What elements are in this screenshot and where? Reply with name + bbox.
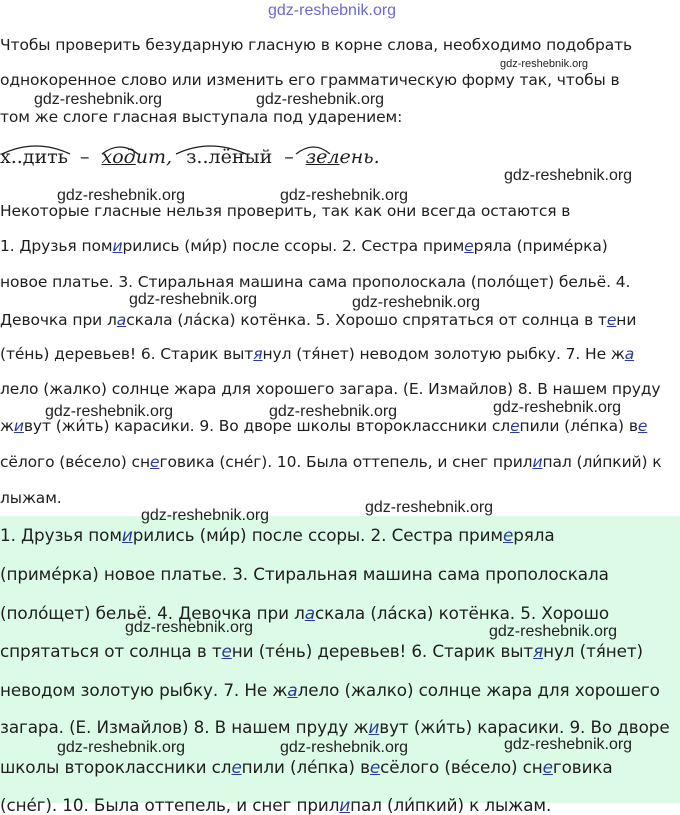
- vowel-highlight: е: [542, 757, 553, 777]
- task-line: [0, 237, 608, 255]
- text-segment: (поло́щет) бельё. 4. Девочка при л: [0, 603, 305, 623]
- text-segment: пили (ле́пка) в: [519, 417, 638, 435]
- watermark: gdz-reshebnik.org: [256, 91, 385, 108]
- text-segment: скала (поло́щет) бельё. 4.: [419, 273, 631, 291]
- watermark: gdz-reshebnik.org: [45, 403, 174, 420]
- watermark: gdz-reshebnik.org: [500, 58, 589, 70]
- text-segment: (те́нь) деревьев! 6. Старик выт: [0, 345, 254, 363]
- answer-line: [0, 757, 613, 777]
- watermark: gdz-reshebnik.org: [280, 739, 409, 756]
- text-segment: сёлого (ве́село) сн: [0, 453, 150, 471]
- text-segment: нул (тя́нет): [543, 641, 644, 661]
- vowel-highlight: а: [287, 680, 298, 700]
- text-segment: скала (ла́ска) котёнка. 5. Хорошо спрятаться от солнца в т: [126, 311, 607, 329]
- example-word-2-ending: ит,: [135, 146, 173, 168]
- vowel-highlight: и: [368, 717, 380, 737]
- task-line: [0, 489, 62, 507]
- text-segment: лыжам.: [0, 489, 62, 507]
- watermark: gdz-reshebnik.org: [57, 739, 186, 756]
- example-word-4-ending: ень.: [339, 146, 380, 168]
- vowel-highlight: е: [510, 417, 520, 435]
- task-line: [0, 311, 636, 329]
- text-segment: (сне́г). 10. Была оттепель, и снег прил: [0, 795, 340, 815]
- watermark: gdz-reshebnik.org: [57, 187, 186, 204]
- vowel-highlight: и: [112, 237, 123, 255]
- example-word-2-root: ход: [101, 146, 136, 168]
- text-segment: загара. (Е. Измайлов) 8. В нашем пруду ж: [0, 717, 369, 737]
- vowel-highlight: и: [532, 453, 543, 471]
- text-segment: новое платье. 3. Стиральная машина сама прополо: [0, 273, 420, 291]
- watermark: gdz-reshebnik.org: [365, 499, 494, 516]
- vowel-highlight: я: [533, 641, 544, 661]
- text-segment: вут (жи́ть) карасики. 9. Во дворе школы второклассники сл: [23, 417, 511, 435]
- rule-line-1: Чтобы проверить безударную гласную в корне слова, необходимо подобрать: [0, 36, 633, 54]
- text-segment: лело (жалко) солнце жара для хорошего загара. (Е. Измайлов) 8. В нашем пруду: [0, 380, 661, 398]
- answer-line: [0, 795, 551, 815]
- task-line: [0, 380, 660, 398]
- task-line: [0, 453, 662, 471]
- text-segment: Девочка при л: [0, 311, 117, 329]
- answer-line: [0, 603, 609, 623]
- text-segment: вут (жи́ть) карасики. 9. Во дворе: [379, 717, 670, 737]
- watermark: gdz-reshebnik.org: [504, 167, 633, 184]
- text-segment: ни: [616, 311, 637, 329]
- text-segment: скала (ла́ска) котёнка. 5. Хорошо: [314, 603, 610, 623]
- watermark: gdz-reshebnik.org: [280, 187, 409, 204]
- vowel-highlight: и: [121, 525, 133, 545]
- watermark: gdz-reshebnik.org: [493, 399, 622, 416]
- vowel-highlight: е: [231, 757, 242, 777]
- vowel-highlight: а: [116, 311, 127, 329]
- text-segment: ж: [0, 417, 14, 435]
- vowel-highlight: е: [637, 417, 648, 435]
- text-segment: рились (ми́р) после ссоры. 2. Сестра прим: [122, 237, 465, 255]
- watermark: gdz-reshebnik.org: [141, 507, 270, 524]
- text-segment: неводом золотую рыбку. 7. Не ж: [0, 680, 288, 700]
- rule-line-2: однокоренное слово или изменить его грамматическую форму так, чтобы в: [0, 71, 620, 89]
- rule-line-3: том же слоге гласная выступала под ударением:: [0, 108, 403, 126]
- vowel-highlight: и: [13, 417, 24, 435]
- text-segment: пили (ле́пка) в: [241, 757, 370, 777]
- text-segment: спрятаться от солнца в т: [0, 641, 222, 661]
- text-segment: (приме́рка) новое платье. 3. Стиральная машина сама прополоскала: [0, 564, 609, 584]
- text-segment: пал (ли́пкий) к: [542, 453, 662, 471]
- text-segment: ряла: [513, 525, 555, 545]
- vowel-highlight: а: [304, 603, 315, 623]
- vowel-highlight: е: [606, 311, 617, 329]
- vowel-highlight: е: [464, 237, 474, 255]
- watermark: gdz-reshebnik.org: [269, 403, 398, 420]
- vowel-highlight: е: [369, 757, 381, 777]
- example-word-1: х..дить: [0, 146, 69, 168]
- text-segment: рились (ми́р) после ссоры. 2. Сестра прим: [132, 525, 503, 545]
- vowel-highlight: е: [221, 641, 232, 661]
- rule-2-text: Некоторые гласные нельзя проверить, так как они всегда остаются в: [0, 202, 571, 220]
- answer-line: [0, 525, 555, 545]
- vowel-highlight: а: [624, 345, 635, 363]
- text-segment: говика (сне́г). 10. Была оттепель, и снег прил: [159, 453, 533, 471]
- vowel-highlight: е: [502, 525, 514, 545]
- text-segment: лело (жалко) солнце жара для хорошего: [297, 680, 660, 700]
- watermark: gdz-reshebnik.org: [125, 619, 254, 636]
- vowel-highlight: и: [339, 795, 351, 815]
- watermark: gdz-reshebnik.org: [352, 294, 481, 311]
- text-segment: ряла (приме́рка): [473, 237, 608, 255]
- answer-line: [0, 680, 660, 700]
- vowel-highlight: я: [253, 345, 263, 363]
- text-segment: говика: [552, 757, 613, 777]
- task-line: [0, 273, 630, 291]
- answer-line: [0, 564, 609, 584]
- answer-line: [0, 641, 643, 661]
- watermark: gdz-reshebnik.org: [34, 91, 163, 108]
- example-dash-2: –: [284, 146, 294, 168]
- example-word-3: з..лёный: [186, 146, 273, 168]
- example-word-4-root: зел: [305, 146, 340, 168]
- answer-line: [0, 717, 670, 737]
- vowel-highlight: е: [150, 453, 160, 471]
- watermark: gdz-reshebnik.org: [489, 623, 618, 640]
- text-segment: ни (те́нь) деревьев! 6. Старик выт: [231, 641, 534, 661]
- text-segment: сёлого (ве́село) сн: [380, 757, 543, 777]
- root-arcs: [0, 138, 380, 158]
- text-segment: пал (ли́пкий) к лыжам.: [350, 795, 552, 815]
- watermark-top[interactable]: gdz-reshebnik.org: [268, 2, 397, 19]
- text-segment: школы второклассники сл: [0, 757, 232, 777]
- watermark: gdz-reshebnik.org: [504, 736, 633, 753]
- example-dash: –: [80, 146, 90, 168]
- text-segment: 1. Друзья пом: [0, 525, 122, 545]
- task-line: [0, 345, 634, 363]
- text-segment: нул (тя́нет) неводом золотую рыбку. 7. Не ж: [262, 345, 625, 363]
- watermark: gdz-reshebnik.org: [129, 291, 258, 308]
- text-segment: 1. Друзья пом: [0, 237, 113, 255]
